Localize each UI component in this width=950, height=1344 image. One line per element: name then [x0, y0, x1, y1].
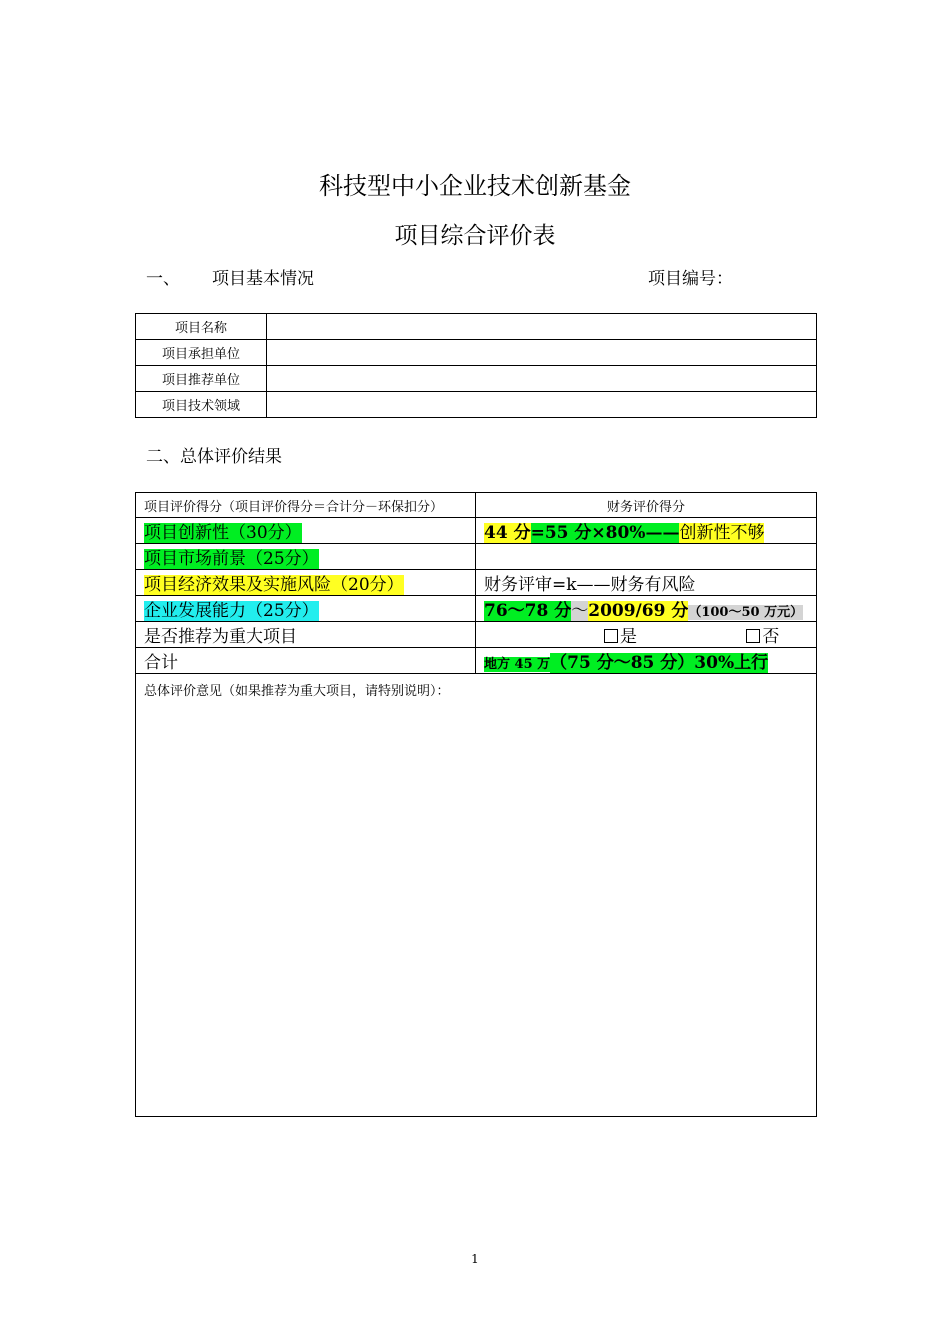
table-row: [136, 596, 817, 622]
document-subtitle: 项目综合评价表: [394, 223, 556, 249]
section2-heading: 二、总体评价结果: [146, 447, 282, 467]
tech-field-label: 项目技术领域: [136, 392, 267, 418]
economic-row-label: [136, 570, 476, 596]
score-2009: 2009/69 分: [588, 601, 689, 621]
major-project-options: [476, 622, 817, 648]
yes-option[interactable]: [604, 622, 637, 647]
market-label: 项目市场前景（25分）: [144, 549, 319, 569]
total-range: （75 分～85 分）30%上行: [550, 653, 769, 673]
section1-label: 项目基本情况: [212, 269, 314, 289]
amount-range: （100～50 万元）: [688, 605, 804, 620]
yes-label: 是: [620, 627, 637, 647]
market-row-label: [136, 544, 476, 570]
score-formula: =55 分×80%——: [530, 523, 680, 543]
major-project-label: 是否推荐为重大项目: [136, 622, 476, 648]
table-row: [136, 493, 817, 518]
table-row: [136, 674, 817, 1117]
basic-info-table: [135, 313, 817, 418]
tech-field-field[interactable]: [267, 392, 817, 418]
innovation-financial-cell[interactable]: [476, 518, 817, 544]
section1-heading: [146, 264, 314, 289]
table-row: [136, 366, 817, 392]
section1-number: 一、: [146, 269, 180, 289]
table-row: [136, 340, 817, 366]
development-row-label: [136, 596, 476, 622]
market-financial-cell[interactable]: [476, 544, 817, 570]
no-label: 否: [762, 627, 780, 647]
no-checkbox[interactable]: [746, 629, 760, 643]
document-title: 科技型中小企业技术创新基金: [319, 172, 631, 200]
evaluation-table: [135, 492, 817, 1117]
financial-review-cell[interactable]: 财务评审=k——财务有风险: [476, 570, 817, 596]
score-44: 44 分: [484, 523, 531, 543]
innovation-note: 创新性不够: [679, 523, 765, 543]
recommending-unit-label: 项目推荐单位: [136, 366, 267, 392]
table-row: [136, 392, 817, 418]
recommending-unit-field[interactable]: [267, 366, 817, 392]
undertaking-unit-field[interactable]: [267, 340, 817, 366]
table-row: [136, 314, 817, 340]
undertaking-unit-label: 项目承担单位: [136, 340, 267, 366]
table-row: [136, 544, 817, 570]
development-label: 企业发展能力（25分）: [144, 601, 319, 621]
page-number: 1: [471, 1252, 479, 1266]
economic-label: 项目经济效果及实施风险（20分）: [144, 575, 404, 595]
score-range: 76～78 分: [484, 601, 572, 621]
table-row: [136, 518, 817, 544]
overall-opinion-field[interactable]: 总体评价意见（如果推荐为重大项目，请特别说明）：: [136, 674, 817, 1117]
innovation-label: 项目创新性（30分）: [144, 523, 302, 543]
project-name-label: 项目名称: [136, 314, 267, 340]
total-label: 合计: [136, 648, 476, 674]
local-amount: 地方 45 万: [484, 657, 551, 672]
project-score-header: 项目评价得分（项目评价得分＝合计分－环保扣分）: [136, 493, 476, 518]
table-row: [136, 570, 817, 596]
total-financial-cell[interactable]: [476, 648, 817, 674]
project-number-label: 项目编号：: [648, 269, 733, 289]
development-financial-cell[interactable]: [476, 596, 817, 622]
table-row: [136, 648, 817, 674]
no-option[interactable]: [746, 622, 779, 647]
yes-checkbox[interactable]: [604, 629, 618, 643]
financial-score-header: 财务评价得分: [476, 493, 817, 518]
table-row: [136, 622, 817, 648]
range-separator: ～: [571, 601, 589, 621]
innovation-row-label: [136, 518, 476, 544]
project-name-field[interactable]: [267, 314, 817, 340]
